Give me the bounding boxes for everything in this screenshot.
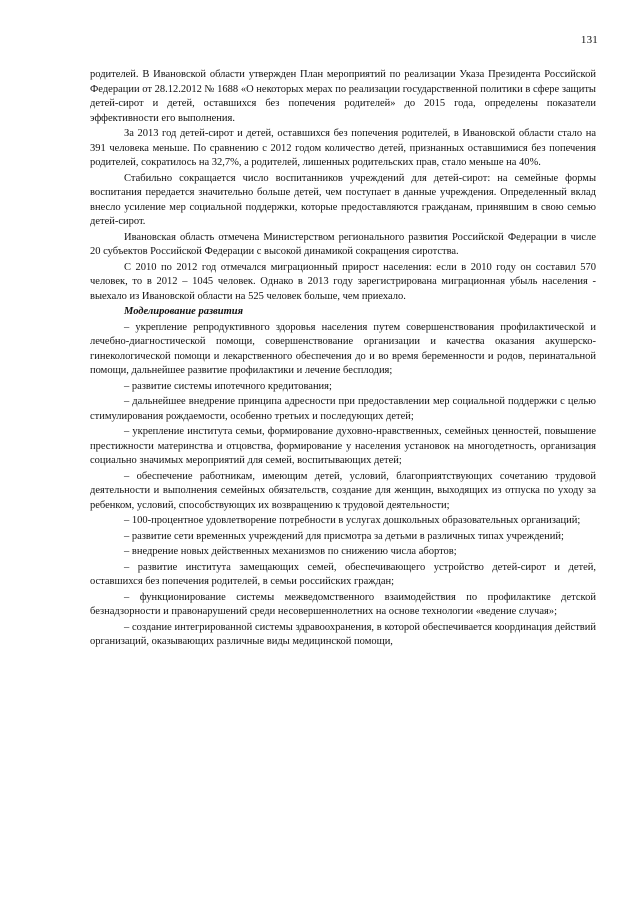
paragraph-institutions: Стабильно сокращается число воспитанников учреждений для детей-сирот: на семейные формы воспитания передается значительно больше детей, чем поступает в данные учреждения. Определенный вклад внесло усиление мер социальной поддержки, которые предоставляются гражданам, принявшим в свою семью детей-сирот. [90,172,596,227]
list-item: – 100-процентное удовлетворение потребности в услугах дошкольных образовательных организаций; [124,515,581,526]
paragraph-continuation: родителей. В Ивановской области утвержден План мероприятий по реализации Указа Президента Российской Федерации от 28.12.2012 № 1688 «О некоторых мерах по реализации государственной политики в сфере защиты детей-сирот и детей, оставшихся без попечения родителей» до 2015 года, определены показатели эффективности его выполнения. [90,69,596,124]
list-item: – укрепление репродуктивного здоровья населения путем совершенствования профилактической и лечебно-диагностической помощи, совершенствование организации и качества оказания акушерско-гинекологической помощи и лекарственного обеспечения до и во время беременности и родов, перинатальной помощи, дальнейшее развитие профилактики и лечение бесплодия; [90,321,596,376]
list-item: – обеспечение работникам, имеющим детей, условий, благоприятствующих сочетанию трудовой деятельности и выполнения семейных обязательств, создание для женщин, выходящих из отпуска по уходу за ребенком, условий, способствующих их возвращению к трудовой деятельности; [90,470,596,511]
page-number: 131 [580,34,598,46]
list-item: – создание интегрированной системы здравоохранения, в которой обеспечивается координация действий организаций, оказывающих различные виды медицинской помощи, [90,621,596,647]
page-content [90,68,596,651]
list-item: – развитие института замещающих семей, обеспечивающего устройство детей-сирот и детей, оставшихся без попечения родителей, в семьи российских граждан; [90,561,596,587]
list-item: – развитие сети временных учреждений для присмотра за детьми в различных типах учреждений; [124,530,564,542]
paragraph-ministry-recognition: Ивановская область отмечена Министерством регионального развития Российской Федерации в числе 20 субъектов Российской Федерации с высокой динамикой сокращения сиротства. [90,231,596,257]
list-item: – развитие системы ипотечного кредитования; [124,380,332,392]
section-heading: Моделирование развития [124,306,244,317]
list-item: – функционирование системы межведомственного взаимодействия по профилактике детской безнадзорности и правонарушений среди несовершеннолетних на основе технологии «ведение случая»; [90,591,596,617]
list-item: – укрепление института семьи, формирование духовно-нравственных, семейных ценностей, повышение престижности материнства и отцовства, формирование у населения установок на многодетность, организация социально значимых мероприятий для семей, воспитывающих детей; [90,426,596,466]
list-item: – внедрение новых действенных механизмов по снижению числа абортов; [124,546,457,557]
list-item: – дальнейшее внедрение принципа адресности при предоставлении мер социальной поддержки с целью стимулирования рождаемости, особенно третьих и последующих детей; [90,396,596,422]
paragraph-orphans-2013: За 2013 год детей-сирот и детей, оставшихся без попечения родителей, в Ивановской области стало на 391 человека меньше. По сравнению с 2012 годом количество детей, признанных оставшимися без попечения родителей, сократилось на 32,7%, а родителей, лишенных родительских прав, стало меньше на 40%. [90,128,596,168]
paragraph-migration: С 2010 по 2012 год отмечался миграционный прирост населения: если в 2010 году он составил 570 человек, то в 2012 – 1045 человек. Однако в 2013 году зарегистрирована миграционная убыль населения - выехало из Ивановской области на 525 человек больше, чем приехало. [90,261,596,302]
